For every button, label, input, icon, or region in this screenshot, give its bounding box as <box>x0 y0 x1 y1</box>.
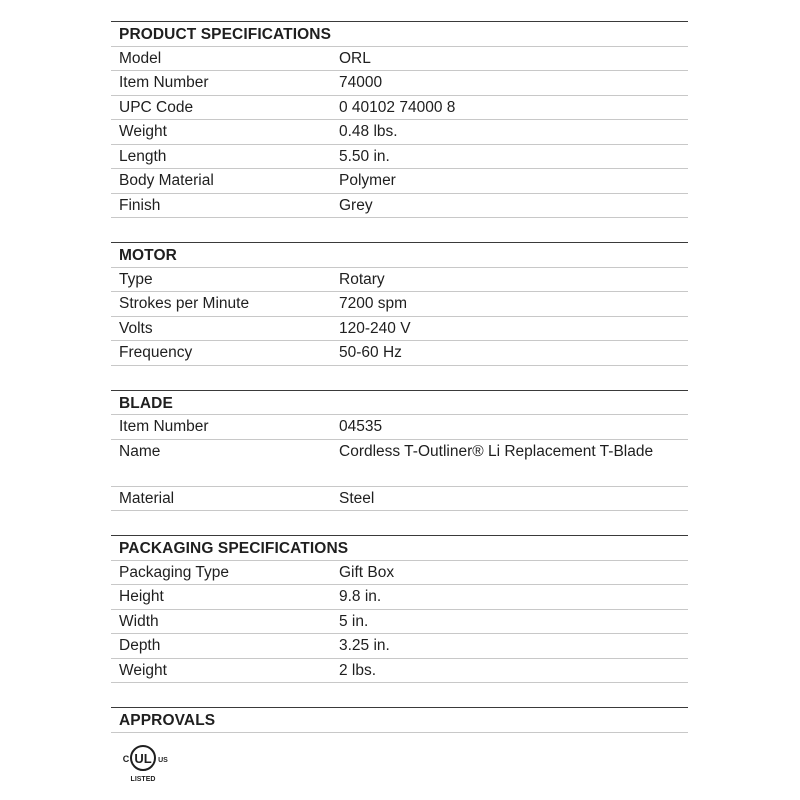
spec-value: Cordless T-Outliner® Li Replacement T-Blade <box>339 442 654 460</box>
spec-row-strokes-per-minute <box>111 292 688 317</box>
spec-row-model <box>111 47 688 72</box>
spec-value: 50-60 Hz <box>339 344 402 361</box>
spec-row-width <box>111 610 688 635</box>
spec-row-frequency <box>111 341 688 366</box>
spec-label: Type <box>119 270 153 288</box>
spec-row-depth <box>111 634 688 659</box>
ul-listed-icon <box>120 741 180 789</box>
spec-row-length <box>111 145 688 170</box>
spec-label: Finish <box>119 196 161 214</box>
spec-value: 5.50 in. <box>339 147 390 165</box>
spec-value: 2 lbs. <box>339 661 377 679</box>
spec-value: Polymer <box>339 172 396 189</box>
section-title: PACKAGING SPECIFICATIONS <box>111 536 688 561</box>
spec-label: Model <box>119 49 162 67</box>
spec-label: Depth <box>119 637 161 654</box>
ul-text: UL <box>134 750 152 766</box>
spec-label: Item Number <box>119 74 209 91</box>
spec-row-weight <box>111 659 688 684</box>
spec-value: 0 40102 74000 8 <box>339 98 456 116</box>
section-title: MOTOR <box>111 243 688 268</box>
spec-row-type <box>111 268 688 293</box>
us-text: US <box>158 756 168 764</box>
spec-label: Length <box>119 147 167 165</box>
c-text: C <box>122 753 130 764</box>
spec-row-item-number <box>111 71 688 96</box>
spec-label: Body Material <box>119 172 214 189</box>
spec-value: Grey <box>339 196 373 214</box>
product-specifications-section <box>111 21 688 218</box>
spec-value: 74000 <box>339 74 383 91</box>
spec-value: Gift Box <box>339 563 395 581</box>
spec-value: 9.8 in. <box>339 588 382 605</box>
spec-label: Width <box>119 612 159 630</box>
spec-row-packaging-type <box>111 561 688 586</box>
blade-section <box>111 390 688 512</box>
spec-sheet <box>111 21 688 789</box>
section-title: BLADE <box>111 391 688 416</box>
spec-value: Steel <box>339 489 375 507</box>
section-title: PRODUCT SPECIFICATIONS <box>111 22 688 47</box>
spec-value: 0.48 lbs. <box>339 123 398 140</box>
spec-value: 04535 <box>339 418 383 435</box>
spec-label: Frequency <box>119 344 193 361</box>
spec-value: 5 in. <box>339 612 369 630</box>
packaging-specifications-section <box>111 535 688 683</box>
spec-label: Packaging Type <box>119 563 230 581</box>
spec-label: Volts <box>119 319 153 337</box>
spec-label: Weight <box>119 661 167 679</box>
spec-row-name <box>111 440 688 487</box>
approvals-section <box>111 707 688 789</box>
section-title: APPROVALS <box>111 708 688 733</box>
spec-row-volts <box>111 317 688 342</box>
spec-value: ORL <box>339 49 371 67</box>
spec-row-item-number <box>111 415 688 440</box>
spec-label: Strokes per Minute <box>119 295 250 312</box>
listed-text: LISTED <box>130 775 156 783</box>
spec-label: Name <box>119 442 161 460</box>
spec-row-body-material <box>111 169 688 194</box>
spec-row-height <box>111 585 688 610</box>
spec-row-upc-code <box>111 96 688 121</box>
spec-value: 120-240 V <box>339 319 411 337</box>
spec-value: 3.25 in. <box>339 637 390 654</box>
spec-label: Material <box>119 489 175 507</box>
spec-row-weight <box>111 120 688 145</box>
ul-listed-mark <box>120 741 180 789</box>
spec-value: Rotary <box>339 270 385 288</box>
motor-section <box>111 242 688 366</box>
spec-value: 7200 spm <box>339 295 408 312</box>
spec-label: Item Number <box>119 418 209 435</box>
spec-row-finish <box>111 194 688 219</box>
spec-label: Height <box>119 588 164 605</box>
spec-label: UPC Code <box>119 98 194 116</box>
spec-label: Weight <box>119 123 167 140</box>
spec-row-material <box>111 487 688 512</box>
